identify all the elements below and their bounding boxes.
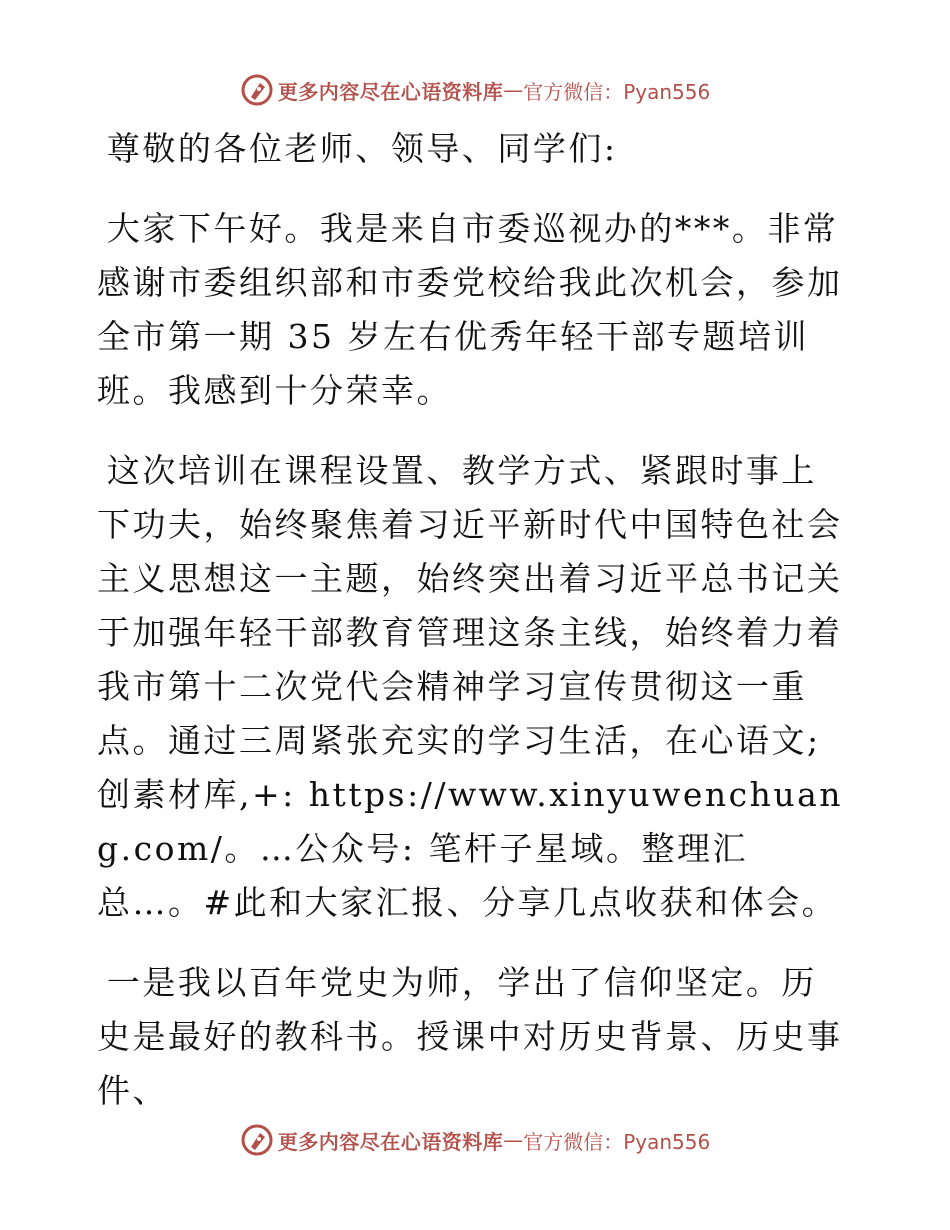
- paragraph-2: 这次培训在课程设置、教学方式、紧跟时事上下功夫，始终聚焦着习近平新时代中国特色社会主义思想这一主题，始终突出着习近平总书记关于加强年轻干部教育管理这条主线，始终着力着我市第十二次党代会精神学习宣传贯彻这一重点。通过三周紧张充实的学习生活，在心语文;创素材库,+: https://www.xinyuwenchuang.com/。…公众号: 笔杆子星域。整理汇总…。#此和大家汇报、分享几点收获和体会。: [97, 451, 844, 922]
- watermark-contact: 官方微信：Pyan556: [523, 79, 711, 104]
- watermark-separator: —: [503, 78, 524, 102]
- document-body: [97, 122, 852, 1144]
- pen-nib-logo-icon: [240, 1123, 274, 1157]
- watermark-brand-text: 更多内容尽在心语资料库: [277, 79, 504, 104]
- paragraph-1: 大家下午好。我是来自市委巡视办的***。非常感谢市委组织部和市委党校给我此次机会，参加全市第一期 35 岁左右优秀年轻干部专题培训班。我感到十分荣幸。: [97, 209, 843, 410]
- watermark-brand-text: 更多内容尽在心语资料库: [277, 1129, 504, 1154]
- header-watermark: [0, 70, 950, 110]
- watermark-separator: —: [503, 1128, 524, 1152]
- watermark-contact: 官方微信：Pyan556: [523, 1129, 711, 1154]
- footer-watermark: [0, 1120, 950, 1160]
- salutation: 尊敬的各位老师、领导、同学们:: [106, 129, 618, 168]
- pen-nib-logo-icon: [240, 73, 274, 107]
- paragraph-3: 一是我以百年党史为师，学出了信仰坚定。历史是最好的教科书。授课中对历史背景、历史事件、: [97, 963, 843, 1110]
